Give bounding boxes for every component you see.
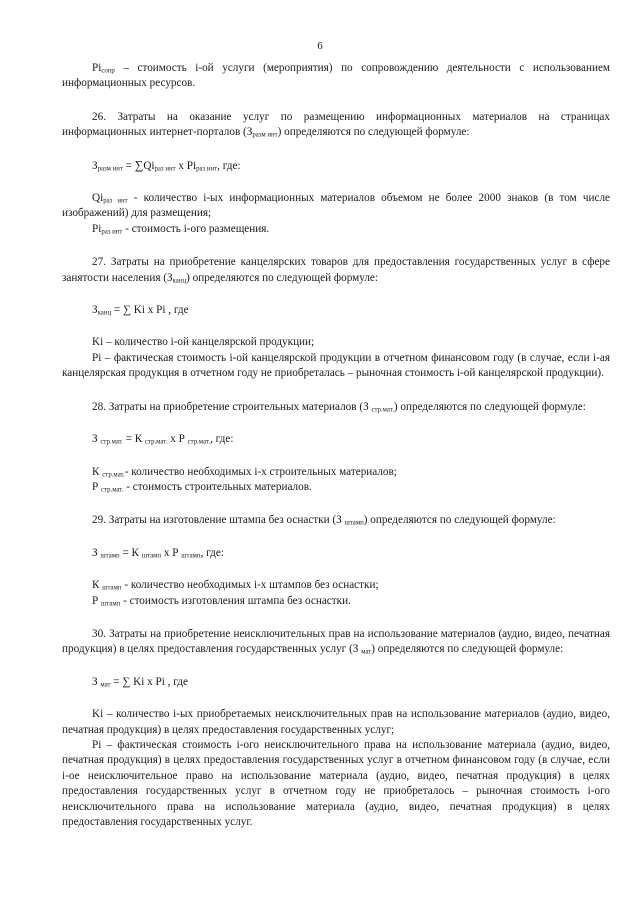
clause-26-def-pi: $Pi_{раз инт}$ - стоимость i-ого размещения. <box>92 222 270 236</box>
page-number: 6 <box>317 40 323 52</box>
document-body <box>62 61 610 830</box>
clause-26-intro: 26. Затраты на оказание услуг по размещению информационных материалов на страницах информационных интернет-порталов $(З_{разм инт})$ определяются по следующей формуле: <box>62 110 610 139</box>
clause-29-def-k: К $_{штамп}$ - количество необходимых i-х штампов без оснастки; <box>92 579 379 592</box>
formula-27: $З_{канц}$ = ∑ Ki х Pi , где <box>92 304 189 317</box>
formula-29: З $_{штамп}$ = К $_{штамп}$ х Р $_{штамп}$, где: <box>92 546 224 560</box>
clause-29-intro: 29. Затраты на изготовление штампа без оснастки (З $_{штамп}$) определяются по следующей формуле: <box>92 514 556 527</box>
clause-28-def-p: Р $_{стр.мат.}$ - стоимость строительных материалов. <box>92 480 312 494</box>
formula-30: З $_{мат}$ = ∑ Ki х Pi , где <box>92 675 188 689</box>
clause-30-def-ki: Ki – количество i-ых приобретаемых неисключительных прав на использование материалов (аудио, видео, печатная продукция) в целях предоставления государственных услуг; <box>62 708 610 736</box>
clause-26-def-qi: $Qi_{раз инт}$ - количество i-ых информационных материалов объемом не более 2000 знаков (в том числе изображений) для размещения; <box>62 192 611 220</box>
definition-pi-sopr: $Pi_{сопр}$ – стоимость i-ой услуги (мероприятия) по сопровождению деятельности с использованием информационных ресурсов. <box>62 62 610 90</box>
clause-27-def-pi: Pi – фактическая стоимость i-ой канцелярской продукции в отчетном финансовом году (в случае, если i-ая канцелярская продукция в отчетном году не приобреталась – рыночная стоимость i-ой канцелярской продукции). <box>62 351 610 380</box>
clause-28-intro: 28. Затраты на приобретение строительных материалов (З $_{стр.мат.}$) определяются по следующей формуле: <box>92 400 586 414</box>
clause-27-def-ki: Ki – количество i-ой канцелярской продукции; <box>92 336 315 349</box>
clause-28-def-k: К $_{стр.мат.}$- количество необходимых i-х строительных материалов; <box>92 465 397 478</box>
formula-28: З $_{стр.мат.}$ = К $_{стр.мат.}$ х Р $_{стр.мат.}$, где: <box>92 433 234 446</box>
clause-29-def-p: Р $_{штамп}$ - стоимость изготовления штампа без оснастки. <box>92 594 351 608</box>
clause-30-def-pi: Pi – фактическая стоимость i-ого неисключительного права на использование материала (аудио, видео, печатная продукция) в целях предоставления государственных услуг в отчетном финансовом году (в случае, если i-ое неисключительное право на использование материала (аудио, видео, печатная продукция) в целях предоставления государственных услуг в отчетном году не приобреталось – рыночная стоимость i-ого неисключительного права на использование материала (аудио, видео, печатная продукция) в целях предоставления государственных услуг. <box>62 738 610 828</box>
formula-26: $З_{разм инт} = \sum Qi_{раз инт}$ х $Pi_{раз инт}$, где: <box>92 157 241 173</box>
clause-30-intro: 30. Затраты на приобретение неисключительных прав на использование материалов (аудио, видео, печатная продукция) в целях предоставления государственных услуг (З $_{мат}$) определяются по следующей формуле: <box>62 627 610 656</box>
clause-27-intro: 27. Затраты на приобретение канцелярских товаров для предоставления государственных услуг в сфере занятости населения $(З_{канц})$ определяются по следующей формуле: <box>62 256 610 285</box>
